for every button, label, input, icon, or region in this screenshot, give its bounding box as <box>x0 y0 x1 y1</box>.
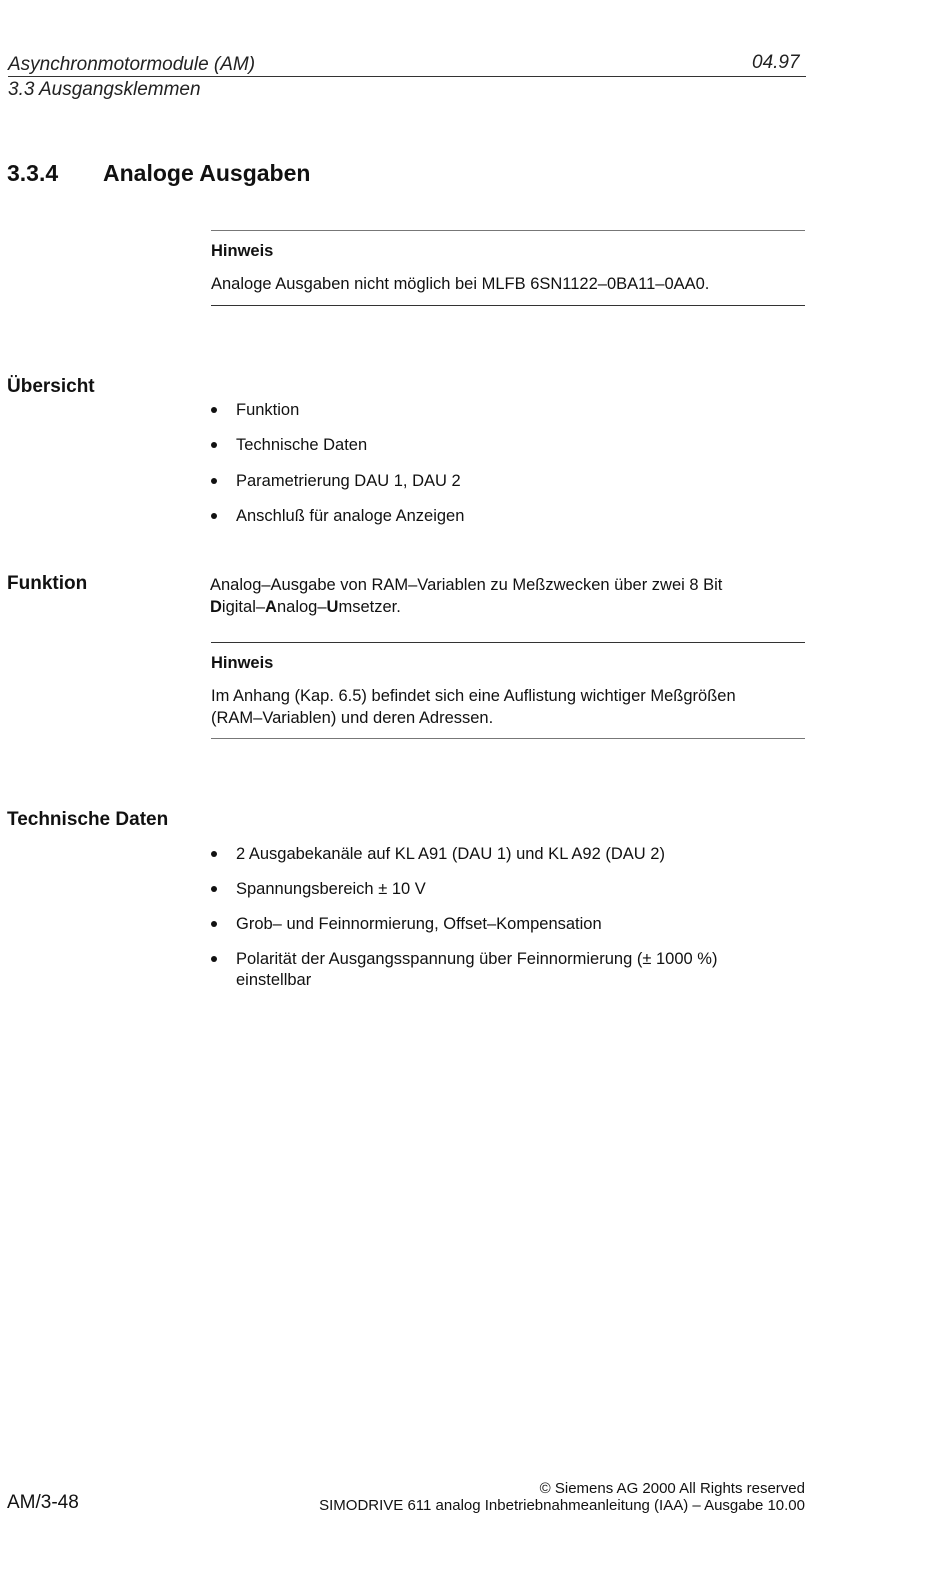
techdata-label: Technische Daten <box>7 809 169 830</box>
footer-page-number: AM/3-48 <box>7 1492 79 1513</box>
overview-label: Übersicht <box>7 376 95 397</box>
list-item: 2 Ausgabekanäle auf KL A91 (DAU 1) und KL A92 (DAU 2) <box>210 844 800 865</box>
overview-list <box>210 400 800 527</box>
note1-bottom-rule <box>211 305 805 306</box>
list-item: Parametrierung DAU 1, DAU 2 <box>210 471 800 492</box>
function-label: Funktion <box>7 573 88 594</box>
function-text <box>210 574 805 618</box>
note2-bottom-rule <box>211 738 805 739</box>
list-item: Technische Daten <box>210 435 800 456</box>
list-item-line-1: Polarität der Ausgangsspannung über Feinnormierung (± 1000 %) <box>236 950 718 968</box>
note2-line-1: Im Anhang (Kap. 6.5) befindet sich eine Auflistung wichtiger Meßgrößen <box>211 687 736 705</box>
footer-text <box>205 1480 805 1514</box>
header-chapter: Asynchronmotormodule (AM) <box>8 54 256 75</box>
list-item-line-2: einstellbar <box>236 971 312 989</box>
acronym-letter-d: D <box>210 598 222 616</box>
note1-top-rule <box>211 230 805 231</box>
header-section: 3.3 Ausgangsklemmen <box>8 79 201 100</box>
note2-title: Hinweis <box>211 654 274 672</box>
note2-line-2: (RAM–Variablen) und deren Adressen. <box>211 709 494 727</box>
acronym-rest-u: msetzer. <box>338 598 401 616</box>
note1-text: Analoge Ausgaben nicht möglich bei MLFB 6SN1122–0BA11–0AA0. <box>211 275 710 293</box>
list-item: Funktion <box>210 400 800 421</box>
header-date: 04.97 <box>752 52 800 73</box>
note2-text <box>211 685 805 729</box>
list-item: Spannungsbereich ± 10 V <box>210 879 800 900</box>
function-line-1: Analog–Ausgabe von RAM–Variablen zu Meßzwecken über zwei 8 Bit <box>210 576 723 594</box>
function-line-2 <box>210 596 805 618</box>
section-number: 3.3.4 <box>7 160 59 186</box>
section-title: Analoge Ausgaben <box>103 160 311 186</box>
list-item <box>210 949 800 991</box>
note2-top-rule <box>211 642 805 643</box>
acronym-rest-d: igital– <box>221 598 266 616</box>
acronym-rest-a: nalog– <box>276 598 327 616</box>
list-item: Grob– und Feinnormierung, Offset–Kompensation <box>210 914 800 935</box>
header-rule <box>8 76 806 77</box>
footer-document: SIMODRIVE 611 analog Inbetriebnahmeanleitung (IAA) – Ausgabe 10.00 <box>319 1497 805 1514</box>
acronym-letter-u: U <box>326 598 339 616</box>
note1-title: Hinweis <box>211 242 274 260</box>
footer-copyright: © Siemens AG 2000 All Rights reserved <box>539 1480 805 1497</box>
techdata-list <box>210 844 800 991</box>
list-item: Anschluß für analoge Anzeigen <box>210 506 800 527</box>
acronym-letter-a: A <box>265 598 277 616</box>
